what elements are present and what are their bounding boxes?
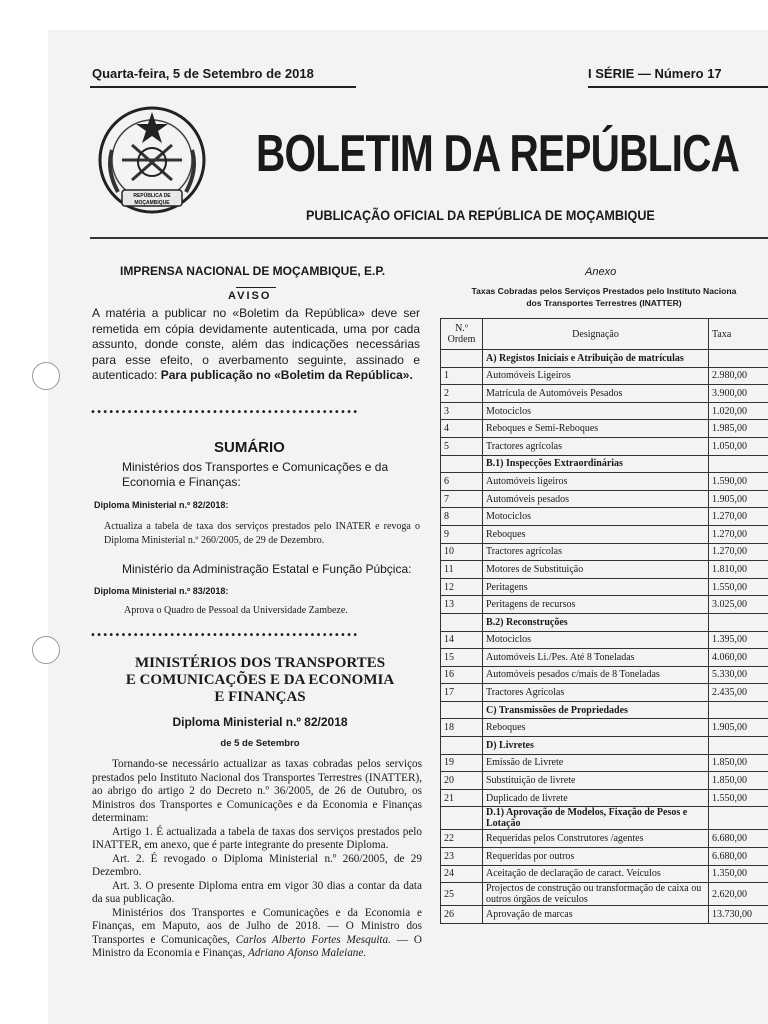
cell-taxa: 2.620,00 [709,883,768,906]
anexo-title [440,285,768,309]
sumario-ministry-2: Ministério da Administração Estatal e Função Púbçica: [122,562,412,576]
sumario-desc-2: Aprova o Quadro de Pessoal da Universidade Zambeze. [124,605,348,616]
cell-ordem: 1 [441,367,483,385]
punch-hole [32,362,60,390]
col-taxa: Taxa [709,319,768,350]
cell-taxa: 1.985,00 [709,420,768,438]
cell-taxa [709,455,768,473]
sumario-desc-1: Actualiza a tabela de taxa dos serviços prestados pelo INATER e revoga o Diploma Ministerial n.º 260/2005, de 29 de Dezembro. [104,521,420,546]
cell-section-title: C) Transmissões de Propriedades [483,701,709,719]
cell-ordem: 4 [441,420,483,438]
diploma-paragraph: Art. 3. O presente Diploma entra em vigor 30 dias a contar da data da sua publicação. [92,879,422,905]
cell-section-title: B.1) Inspecções Extraordinárias [483,455,709,473]
cell-designacao: Automóveis Li./Pes. Até 8 Toneladas [483,649,709,667]
diploma-paragraph: Art. 2. É revogado o Diploma Ministerial n.º 260/2005, de 29 Dezembro. [92,852,422,878]
cell-ordem: 24 [441,865,483,883]
cell-designacao: Automóveis pesados c/mais de 8 Toneladas [483,666,709,684]
cell-ordem: 18 [441,719,483,737]
cell-taxa: 1.270,00 [709,508,768,526]
cell-ordem: 12 [441,578,483,596]
anexo-title-line-2: dos Transportes Terrestres (INATTER) [526,298,682,308]
table-row [441,596,768,614]
cell-designacao: Requeridas pelos Construtores /agentes [483,830,709,848]
cell-ordem: 13 [441,596,483,614]
cell-taxa: 1.810,00 [709,561,768,579]
table-row [441,865,768,883]
cell-ordem: 15 [441,649,483,667]
cell-ordem: 7 [441,490,483,508]
cell-ordem [441,737,483,755]
cell-designacao: Tractores Agrícolas [483,684,709,702]
cell-ordem [441,807,483,830]
table-row [441,402,768,420]
cell-taxa: 1.850,00 [709,754,768,772]
ministerios-line-3: E FINANÇAS [214,689,306,705]
cell-designacao: Motociclos [483,402,709,420]
table-row [441,754,768,772]
cell-ordem: 17 [441,684,483,702]
cell-ordem: 8 [441,508,483,526]
cell-ordem [441,455,483,473]
aviso-title: AVISO [228,290,272,302]
signatory-2: Adriano Afonso Maleiane. [247,947,367,959]
punch-hole [32,636,60,664]
diploma-closing: Ministérios dos Transportes e Comunicações e da Economia e Finanças, em Maputo, aos de Julho de 2018. — O Ministro dos Transportes e Comunicações, [92,906,422,946]
fees-table [440,318,768,924]
table-section-row [441,613,768,631]
cell-ordem: 23 [441,848,483,866]
table-row [441,789,768,807]
issue-serie: I SÉRIE — Número 17 [588,66,722,81]
cell-ordem: 10 [441,543,483,561]
table-row [441,848,768,866]
coat-of-arms-emblem [92,100,212,224]
publication-title: BOLETIM DA REPÚBLICA [256,125,740,183]
diploma-paragraph: Artigo 1. É actualizada a tabela de taxas dos serviços prestados pelo INATTER, em anexo, que é parte integrante do presente Diploma. [92,825,422,851]
table-row [441,684,768,702]
cell-designacao: Duplicado de livrete [483,789,709,807]
cell-taxa [709,807,768,830]
cell-designacao: Substituição de livrete [483,772,709,790]
cell-ordem: 20 [441,772,483,790]
signatory-1: Carlos Alberto Fortes Mesquita. [235,933,391,946]
cell-taxa: 1.050,00 [709,437,768,455]
table-row [441,543,768,561]
cell-taxa: 1.905,00 [709,719,768,737]
cell-taxa: 6.680,00 [709,848,768,866]
cell-designacao: Reboques e Semi-Reboques [483,420,709,438]
col-ordem: N.º Ordem [441,319,483,350]
cell-designacao: Reboques [483,719,709,737]
table-row [441,525,768,543]
ministerios-line-1: MINISTÉRIOS DOS TRANSPORTES [134,655,386,671]
table-row [441,666,768,684]
svg-text:REPÚBLICA DE: REPÚBLICA DE [133,193,171,199]
cell-ordem: 16 [441,666,483,684]
header-divider [90,237,768,239]
cell-taxa: 1.270,00 [709,543,768,561]
diploma-paragraph: Tornando-se necessário actualizar as taxas cobradas pelos serviços prestados pelo Instituto Nacional dos Transportes Terrestres (INATTER), ao abrigo do artigo 2 do Decreto n.º 36/2005, de 26 de Outubro, os Ministros dos Transportes e Comunicações e da Economia e Finanças determinam: [92,758,422,824]
cell-ordem: 21 [441,789,483,807]
cell-ordem [441,350,483,368]
cell-taxa: 1.550,00 [709,789,768,807]
ministerios-heading [100,655,420,706]
cell-designacao: Emissão de Livrete [483,754,709,772]
table-row [441,772,768,790]
table-section-row [441,807,768,830]
cell-designacao: Requeridas por outros [483,848,709,866]
table-row [441,367,768,385]
cell-taxa: 1.905,00 [709,490,768,508]
cell-taxa: 1.020,00 [709,402,768,420]
table-row [441,906,768,924]
diploma-closing-2: — O Ministro da Economia e Finanças, [92,933,423,959]
table-row [441,830,768,848]
cell-section-title: B.2) Reconstruções [483,613,709,631]
table-row [441,719,768,737]
cell-section-title: D) Livretes [483,737,709,755]
cell-ordem: 2 [441,385,483,403]
cell-designacao: Motociclos [483,631,709,649]
cell-section-title: D.1) Aprovação de Modelos, Fixação de Pesos e Lotação [483,807,709,830]
cell-taxa [709,350,768,368]
sumario-title: SUMÁRIO [214,439,285,456]
cell-taxa: 1.550,00 [709,578,768,596]
publication-subtitle: PUBLICAÇÃO OFICIAL DA REPÚBLICA DE MOÇAMBIQUE [306,207,655,223]
svg-text:MOÇAMBIQUE: MOÇAMBIQUE [134,200,170,206]
col-designacao: Designação [483,319,709,350]
cell-ordem: 25 [441,883,483,906]
cell-ordem: 26 [441,906,483,924]
cell-taxa: 2.435,00 [709,684,768,702]
sumario-diploma-1: Diploma Ministerial n.º 82/2018: [94,500,229,510]
cell-designacao: Tractores agrícolas [483,437,709,455]
table-header-row [441,319,768,350]
cell-ordem: 5 [441,437,483,455]
table-row [441,578,768,596]
cell-designacao: Matrícula de Automóveis Pesados [483,385,709,403]
cell-ordem: 3 [441,402,483,420]
table-section-row [441,455,768,473]
cell-taxa [709,701,768,719]
table-row [441,490,768,508]
table-row [441,385,768,403]
cell-ordem: 19 [441,754,483,772]
table-row [441,883,768,906]
cell-taxa: 4.060,00 [709,649,768,667]
cell-designacao: Automóveis pesados [483,490,709,508]
diploma-date: de 5 de Setembro [220,738,300,749]
table-row [441,420,768,438]
cell-taxa: 1.590,00 [709,473,768,491]
cell-taxa: 1.270,00 [709,525,768,543]
anexo-label: Anexo [585,266,617,278]
dotted-divider: •••••••••••••••••••••••••••••••••••••••••••• [90,630,359,641]
cell-taxa: 1.850,00 [709,772,768,790]
header-rule [90,86,356,88]
table-row [441,649,768,667]
cell-ordem: 14 [441,631,483,649]
cell-designacao: Aprovação de marcas [483,906,709,924]
cell-taxa: 13.730,00 [709,906,768,924]
aviso-body: A matéria a publicar no «Boletim da República» deve ser remetida em cópia devidamente autenticada, uma por cada assunto, donde conste, além das indicações necessárias para esse efeito, o averbamento seguinte, assinado e autenticado: [92,306,420,382]
table-row [441,561,768,579]
dotted-divider: •••••••••••••••••••••••••••••••••••••••••••• [90,407,359,418]
issue-date: Quarta-feira, 5 de Setembro de 2018 [92,66,314,81]
cell-designacao: Automóveis ligeiros [483,473,709,491]
ministerios-line-2: E COMUNICAÇÕES E DA ECONOMIA [125,672,395,688]
aviso-rule [236,287,276,288]
cell-taxa: 2.980,00 [709,367,768,385]
table-section-row [441,701,768,719]
cell-designacao: Peritagens de recursos [483,596,709,614]
cell-taxa: 5.330,00 [709,666,768,684]
cell-taxa: 3.900,00 [709,385,768,403]
aviso-bold: Para publicação no «Boletim da República». [160,368,413,382]
table-row [441,437,768,455]
cell-taxa: 1.350,00 [709,865,768,883]
cell-designacao: Aceitação de declaração de caract. Veículos [483,865,709,883]
cell-ordem: 6 [441,473,483,491]
cell-designacao: Motociclos [483,508,709,526]
cell-taxa: 3.025,00 [709,596,768,614]
cell-ordem: 11 [441,561,483,579]
diploma-paragraph [92,907,422,961]
anexo-title-line-1: Taxas Cobradas pelos Serviços Prestados pelo Instituto Naciona [471,286,737,296]
cell-taxa: 6.680,00 [709,830,768,848]
cell-designacao: Motores de Substituição [483,561,709,579]
header-rule [588,86,768,88]
cell-taxa: 1.395,00 [709,631,768,649]
table-section-row [441,350,768,368]
cell-ordem: 9 [441,525,483,543]
cell-ordem: 22 [441,830,483,848]
cell-designacao: Tractores agrícolas [483,543,709,561]
cell-designacao: Projectos de construção ou transformação de caixa ou outros órgãos de veículos [483,883,709,906]
aviso-text [92,306,420,384]
diploma-body [92,758,422,961]
cell-ordem [441,613,483,631]
table-row [441,631,768,649]
table-body [441,350,768,924]
diploma-heading: Diploma Ministerial n.º 82/2018 [172,715,348,729]
cell-designacao: Peritagens [483,578,709,596]
cell-section-title: A) Registos Iniciais e Atribuição de matrículas [483,350,709,368]
table-row [441,508,768,526]
imprensa-heading: IMPRENSA NACIONAL DE MOÇAMBIQUE, E.P. [120,264,386,278]
table-section-row [441,737,768,755]
cell-taxa [709,613,768,631]
table-row [441,473,768,491]
cell-ordem [441,701,483,719]
cell-taxa [709,737,768,755]
cell-designacao: Reboques [483,525,709,543]
cell-designacao: Automóveis Ligeiros [483,367,709,385]
sumario-ministry-1: Ministérios dos Transportes e Comunicações e da Economia e Finanças: [122,460,389,489]
sumario-diploma-2: Diploma Ministerial n.º 83/2018: [94,586,229,596]
